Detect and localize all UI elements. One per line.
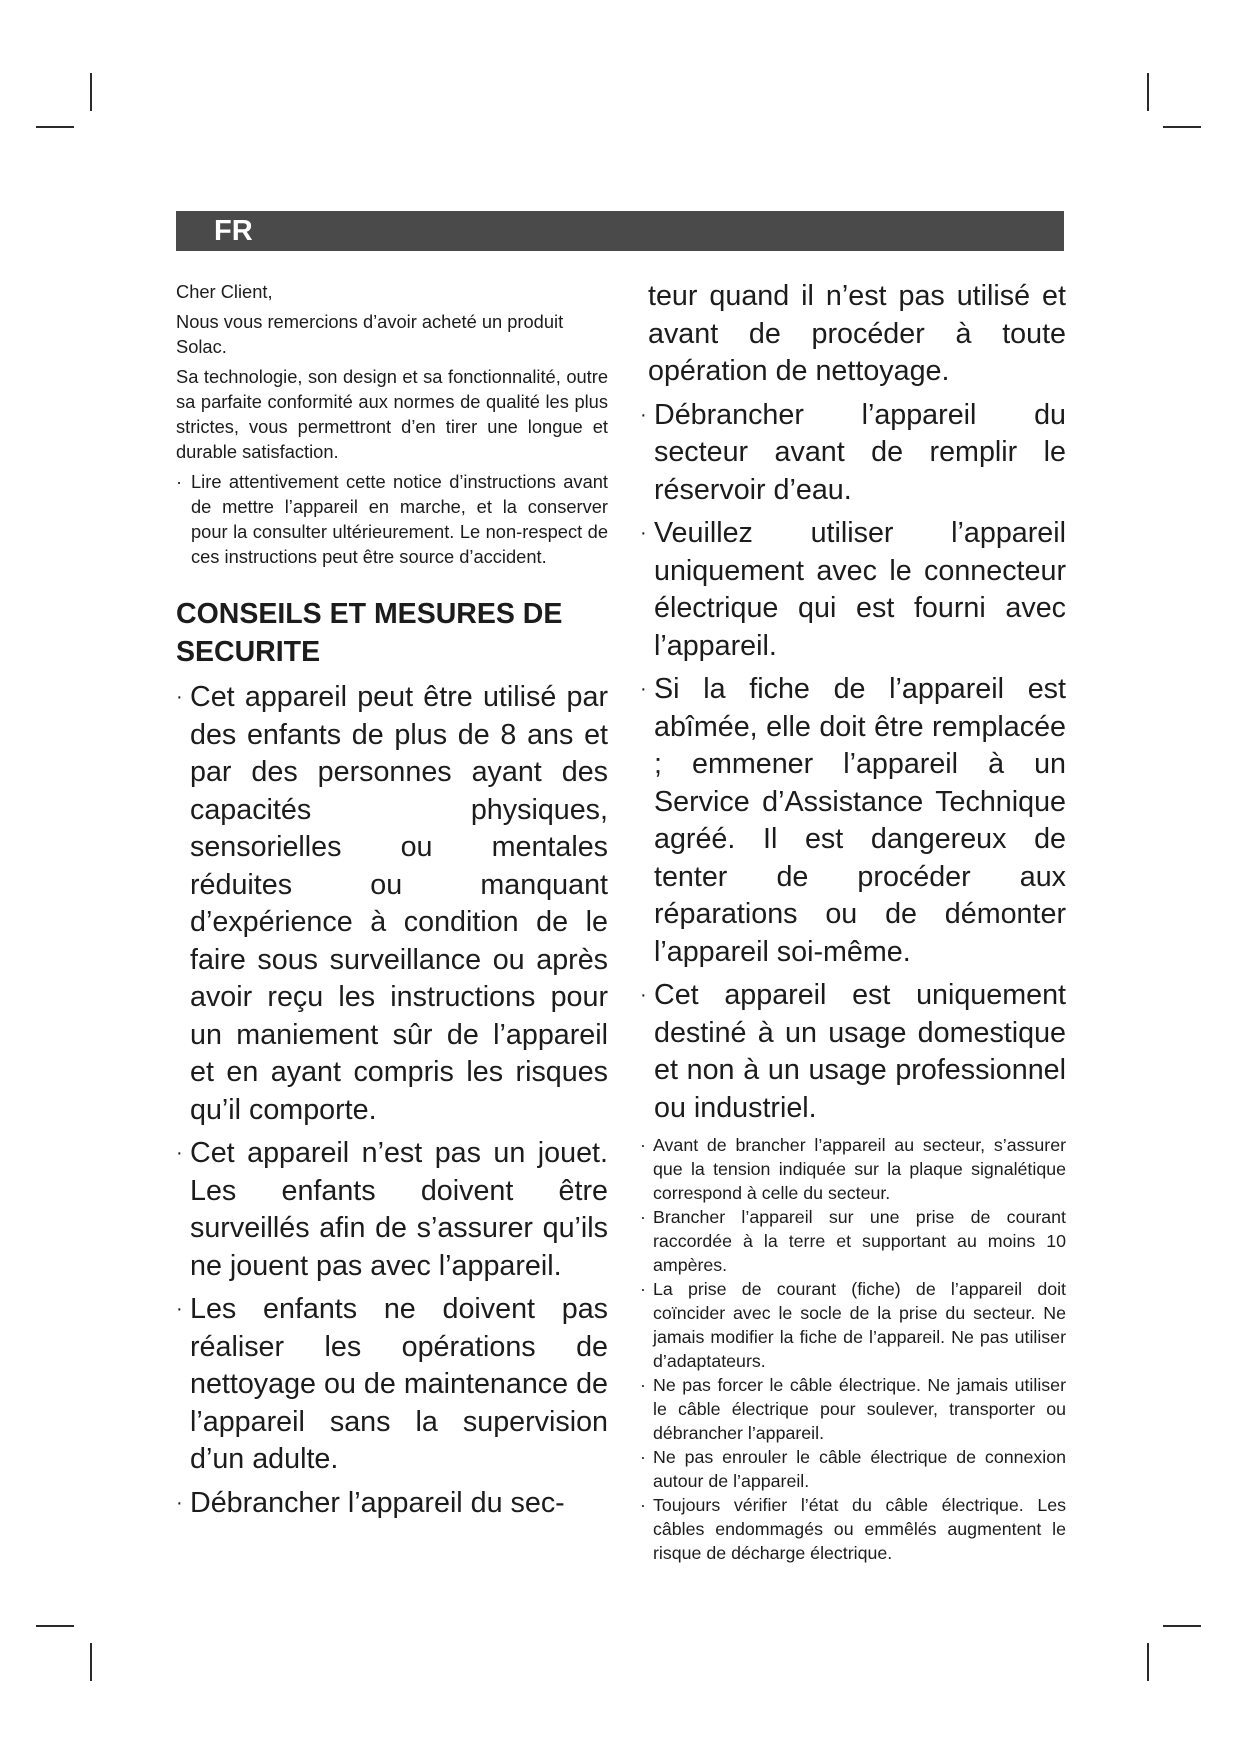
crop-mark-bottom-right-vertical: [1147, 1643, 1149, 1681]
bullet-dot: ·: [640, 403, 647, 426]
bullet-dot: ·: [640, 678, 647, 700]
safety-bullet-continuation: teur quand il n’est pas utilisé et avant de procéder à toute opération de nettoyage.: [648, 280, 1066, 387]
safety-bullet: [176, 1291, 608, 1479]
safety-bullet-small-text: Ne pas forcer le câble électrique. Ne jamais utiliser le câble électrique pour soulever, transporter ou débrancher l’appareil.: [653, 1375, 1066, 1443]
greeting: Cher Client,: [176, 281, 273, 302]
safety-bullet-text: Cet appareil peut être utilisé par des enfants de plus de 8 ans et par des personnes ayant des capacités physiques, sensorielles ou mentales réduites ou manquant d’expérience à condition de le faire sous surveillance ou après avoir reçu les instructions pour un maniement sûr de l’appareil et en ayant compris les risques qu’il comporte.: [190, 681, 608, 1126]
safety-bullet-small-text: Brancher l’appareil sur une prise de courant raccordée à la terre et supportant au moins 10 ampères.: [653, 1207, 1066, 1275]
right-column: [640, 278, 1066, 1565]
language-header-bar: [176, 211, 1064, 251]
safety-bullet-small: [640, 1133, 1066, 1205]
intro-paragraph-2: Sa technologie, son design et sa fonctionnalité, outre sa parfaite conformité aux normes de qualité les plus strictes, vous permettront d’en tirer une longue et durable satisfaction.: [176, 366, 608, 462]
crop-mark-bottom-left-horizontal: [36, 1625, 74, 1627]
bullet-dot: ·: [176, 1491, 183, 1514]
intro-bullet-text: Lire attentivement cette notice d’instructions avant de mettre l’appareil en marche, et la conserver pour la consulter ultérieurement. Le non-respect de ces instructions peut être source d’accident.: [191, 471, 608, 567]
crop-mark-top-left-horizontal: [36, 126, 74, 128]
bullet-dot: ·: [640, 1207, 646, 1227]
safety-bullet-text: Cet appareil n’est pas un jouet. Les enfants doivent être surveillés afin de s’assurer qu’ils ne jouent pas avec l’appareil.: [190, 1137, 608, 1282]
section-title-line-2: SECURITE: [176, 636, 321, 668]
bullet-dot: ·: [176, 1142, 183, 1164]
safety-bullet-small-text: Ne pas enrouler le câble électrique de connexion autour de l’appareil.: [653, 1447, 1066, 1491]
safety-bullet-text: Cet appareil est uniquement destiné à un usage domestique et non à un usage professionnel ou industriel.: [654, 979, 1066, 1124]
bullet-dot: ·: [176, 1298, 183, 1320]
bullet-dot: ·: [640, 1375, 646, 1395]
safety-bullet-text: Les enfants ne doivent pas réaliser les opérations de nettoyage ou de maintenance de l’appareil sans la supervision d’un adulte.: [190, 1293, 608, 1475]
safety-bullet-small: [640, 1277, 1066, 1373]
safety-bullet: [640, 671, 1066, 971]
safety-bullet: [176, 679, 608, 1129]
safety-bullet-small: [640, 1205, 1066, 1277]
bullet-dot: ·: [640, 1279, 646, 1299]
safety-bullet: [640, 397, 1066, 510]
crop-mark-top-left-vertical: [90, 73, 92, 111]
language-label: FR: [214, 215, 253, 247]
bullet-dot: ·: [640, 1495, 646, 1515]
safety-bullet-small-text: Toujours vérifier l’état du câble électrique. Les câbles endommagés ou emmêlés augmentent le risque de décharge électrique.: [653, 1495, 1066, 1563]
crop-mark-top-right-vertical: [1147, 73, 1149, 111]
bullet-dot: ·: [640, 1447, 646, 1467]
safety-bullet-small-text: Avant de brancher l’appareil au secteur, s’assurer que la tension indiquée sur la plaque signalétique correspond à celle du secteur.: [653, 1135, 1066, 1203]
safety-bullet-small: [640, 1493, 1066, 1565]
bullet-dot: ·: [640, 1135, 646, 1155]
bullet-dot: ·: [640, 984, 647, 1006]
safety-bullet: [640, 977, 1066, 1127]
safety-bullet: [640, 515, 1066, 665]
intro-bullet: [176, 469, 608, 569]
safety-bullet-small: [640, 1445, 1066, 1493]
left-column: [176, 279, 608, 1528]
safety-bullet: [176, 1135, 608, 1285]
bullet-dot: ·: [176, 471, 183, 492]
safety-bullet-small: [640, 1373, 1066, 1445]
crop-mark-top-right-horizontal: [1163, 126, 1201, 128]
crop-mark-bottom-left-vertical: [90, 1643, 92, 1681]
section-title: [176, 595, 608, 671]
intro-paragraph-1: Nous vous remercions d’avoir acheté un produit Solac.: [176, 311, 564, 357]
bullet-dot: ·: [176, 686, 183, 708]
safety-bullet-text: Débrancher l’appareil du secteur avant de remplir le réservoir d’eau.: [654, 398, 1066, 506]
safety-bullet-small-text: La prise de courant (fiche) de l’appareil doit coïncider avec le socle de la prise du secteur. Ne jamais modifier la fiche de l’appareil. Ne pas utiliser d’adaptateurs.: [653, 1279, 1066, 1371]
safety-bullet-text: Veuillez utiliser l’appareil uniquement avec le connecteur électrique qui est fourni avec l’appareil.: [654, 517, 1066, 662]
section-title-line-1: CONSEILS ET MESURES DE: [176, 598, 563, 630]
safety-bullet: [176, 1485, 608, 1523]
safety-bullet-text: Débrancher l’appareil du sec-: [190, 1486, 565, 1519]
bullet-dot: ·: [640, 522, 647, 544]
safety-bullet-text: Si la fiche de l’appareil est abîmée, elle doit être remplacée ; emmener l’appareil à un Service d’Assistance Technique agréé. Il est dangereux de tenter de procéder aux réparations ou de démonter l’appareil soi-même.: [654, 673, 1066, 968]
crop-mark-bottom-right-horizontal: [1163, 1625, 1201, 1627]
